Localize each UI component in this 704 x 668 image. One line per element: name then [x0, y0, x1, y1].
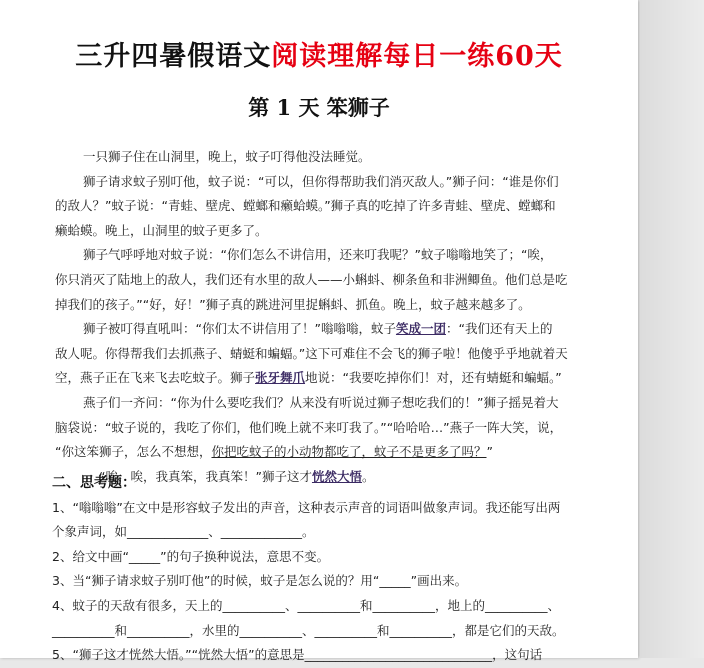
question-line: 3、当“狮子请求蚊子别叮他”的时候，蚊子是怎么说的？用“_____”画出来。 — [52, 573, 468, 589]
story-fragment: 狮子被叮得直吼叫：“你们太不讲信用了！”嗡嗡嗡，蚊子 — [83, 321, 396, 337]
question-line: __________和__________，水里的__________、__________和__________，都是它们的天敌。 — [52, 622, 565, 638]
story-fragment: 空，燕子正在飞来飞去吃蚊子。狮子 — [55, 370, 256, 386]
story-text — [55, 145, 595, 489]
story-line: 掉我们的孩子。”“好，好！”狮子真的跳进河里捉蝌蚪、抓鱼。晚上，蚊子越来越多了。 — [55, 296, 531, 312]
question-line: 个象声词，如_____________、_____________。 — [52, 524, 315, 540]
story-line: 脑袋说：“蚊子说的，我吃了你们，他们晚上就不来叮我了。”“哈哈哈…”燕子一阵大笑，说， — [55, 419, 563, 435]
story-line: 敌人呢。你得帮我们去抓燕子、蜻蜓和蝙蝠。”这下可难住不会飞的狮子啦！他傻乎乎地就着天 — [55, 345, 568, 361]
story-fragment: 。 — [361, 468, 375, 484]
story-line — [55, 440, 595, 465]
story-line — [55, 317, 595, 342]
story-fragment: 地说：“我要吃掉你们！对，还有蜻蜓和蝙蝠。” — [305, 370, 562, 386]
story-line: 狮子请求蚊子别叮他，蚊子说：“可以，但你得帮助我们消灭敌人。”狮子问：“谁是你们 — [83, 173, 559, 189]
story-line — [55, 366, 595, 391]
question-line: 2、给文中画“_____”的句子换种说法，意思不变。 — [52, 548, 330, 564]
questions-section — [52, 468, 592, 668]
story-line: 的敌人？”蚊子说：“青蛙、壁虎、螳螂和癞蛤蟆。”狮子真的吃掉了许多青蛙、壁虎、螳螂和 — [55, 198, 556, 214]
story-line: 燕子们一齐问：“你为什么要吃我们？从来没有听说过狮子想吃我们的！”狮子摇晃着大 — [83, 394, 559, 410]
story-line: 狮子气呼呼地对蚊子说：“你们怎么不讲信用，还来叮我呢？”蚊子嗡嗡地笑了；“唉， — [83, 247, 553, 263]
story-fragment: “你这笨狮子，怎么不想想， — [55, 444, 212, 460]
question-line: 1、“嗡嗡嗡”在文中是形容蚊子发出的声音，这种表示声音的词语叫做象声词。我还能写出两 — [52, 499, 561, 515]
story-fragment: “唉，唉，我真笨，我真笨！”狮子这才 — [99, 468, 312, 484]
story-line: 你只消灭了陆地上的敌人，我们还有水里的敌人——小蝌蚪、柳条鱼和非洲鲫鱼。他们总是吃 — [55, 271, 568, 287]
title-prefix: 三升四暑假语文 — [75, 41, 272, 72]
question-line: 4、蚊子的天敌有很多，天上的__________、__________和__________，地上的__________、 — [52, 597, 560, 613]
keyword-phrase: 恍然大悟 — [311, 468, 362, 484]
underlined-sentence: 你把吃蚊子的小动物都吃了，蚊子不是更多了吗？ — [211, 444, 487, 460]
story-line: 癞蛤蟆。晚上，山洞里的蚊子更多了。 — [55, 222, 268, 238]
story-fragment: ” — [486, 444, 493, 460]
lesson-title: 第 1 天 笨狮子 — [248, 95, 390, 120]
story-line: 一只狮子住在山洞里，晚上，蚊子叮得他没法睡觉。 — [83, 149, 371, 164]
viewer-background — [640, 0, 704, 658]
story-fragment: ：“我们还有天上的 — [445, 321, 553, 337]
questions-heading: 二、思考题： — [52, 475, 136, 491]
document-title — [0, 34, 638, 73]
keyword-phrase: 张牙舞爪 — [255, 370, 306, 386]
keyword-phrase: 笑成一团 — [395, 321, 446, 337]
title-highlight: 阅读理解每日一练60天 — [271, 41, 563, 72]
question-line: 5、“狮子这才恍然大悟。”“恍然大悟”的意思是______________________________，这句话 — [52, 647, 543, 663]
